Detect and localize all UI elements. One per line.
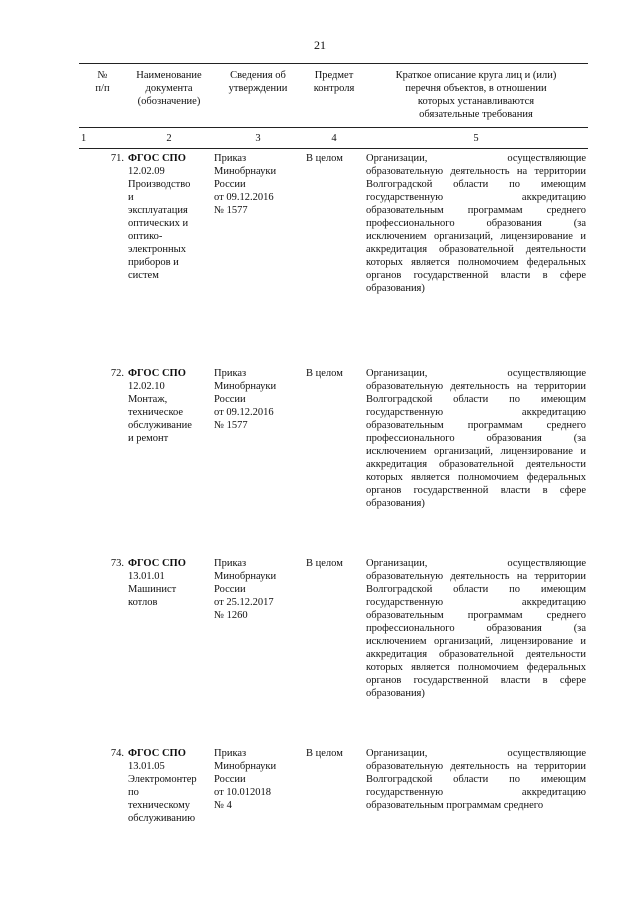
subject-cell: В целом (306, 153, 343, 164)
document-cell (126, 554, 212, 744)
column-number: 2 (126, 128, 212, 149)
document-name: 13.01.01 Машинист котлов (128, 571, 177, 608)
table-row (79, 364, 588, 554)
row-number: 74. (110, 748, 124, 759)
document-code: ФГОС СПО (128, 368, 186, 379)
subject-cell: В целом (306, 558, 343, 569)
row-number: 71. (110, 153, 124, 164)
document-code: ФГОС СПО (128, 153, 186, 164)
table-header-row (79, 64, 588, 128)
subject-cell: В целом (306, 368, 343, 379)
column-numbers-row (79, 128, 588, 149)
requirements-table (79, 63, 588, 867)
column-number: 3 (212, 128, 304, 149)
document-name: 13.01.05 Электромонтер по техническому обслуживанию (128, 761, 197, 824)
document-code: ФГОС СПО (128, 558, 186, 569)
row-number: 73. (110, 558, 124, 569)
description-cell: Организации, осуществляющие образовательную деятельность на территории Волгоградской области по имеющим государственную аккредитацию образовательным программам среднего профессионального образования (за исключением организаций, лицензирование и аккредитация образовательной деятельности которых является полномочием федеральных органов государственной власти в сфере образования) (366, 368, 586, 509)
header-approval-info: Сведения об утверждении (212, 64, 304, 128)
header-number: № п/п (79, 64, 126, 128)
column-number: 1 (79, 128, 126, 149)
column-number: 5 (364, 128, 588, 149)
document-cell (126, 744, 212, 867)
header-document-name: Наименование документа (обозначение) (126, 64, 212, 128)
document-code: ФГОС СПО (128, 748, 186, 759)
description-cell: Организации, осуществляющие образовательную деятельность на территории Волгоградской области по имеющим государственную аккредитацию образовательным программам среднего профессионального образования (за исключением организаций, лицензирование и аккредитация образовательной деятельности которых является полномочием федеральных органов государственной власти в сфере образования) (366, 153, 586, 294)
subject-cell: В целом (306, 748, 343, 759)
table-row (79, 554, 588, 744)
page-number: 21 (314, 38, 326, 52)
approval-cell: Приказ Минобрнауки России от 09.12.2016 № 1577 (214, 368, 277, 431)
document-name: 12.02.09 Производство и эксплуатация оптических и оптико- электронных приборов и систем (128, 166, 191, 281)
document-name: 12.02.10 Монтаж, техническое обслуживание и ремонт (128, 381, 192, 444)
header-control-subject: Предмет контроля (304, 64, 364, 128)
document-cell (126, 364, 212, 554)
approval-cell: Приказ Минобрнауки России от 10.012018 № 4 (214, 748, 277, 811)
header-description: Краткое описание круга лиц и (или) перечня объектов, в отношении которых устанавливаются обязательные требования (364, 64, 588, 128)
column-number: 4 (304, 128, 364, 149)
table-row (79, 744, 588, 867)
description-cell: Организации, осуществляющие образовательную деятельность на территории Волгоградской области по имеющим государственную аккредитацию образовательным программам среднего (366, 748, 586, 811)
approval-cell: Приказ Минобрнауки России от 09.12.2016 № 1577 (214, 153, 277, 216)
approval-cell: Приказ Минобрнауки России от 25.12.2017 № 1260 (214, 558, 277, 621)
document-cell (126, 149, 212, 365)
table-row (79, 149, 588, 365)
description-cell: Организации, осуществляющие образовательную деятельность на территории Волгоградской области по имеющим государственную аккредитацию образовательным программам среднего профессионального образования (за исключением организаций, лицензирование и аккредитация образовательной деятельности которых является полномочием федеральных органов государственной власти в сфере образования) (366, 558, 586, 699)
row-number: 72. (110, 368, 124, 379)
